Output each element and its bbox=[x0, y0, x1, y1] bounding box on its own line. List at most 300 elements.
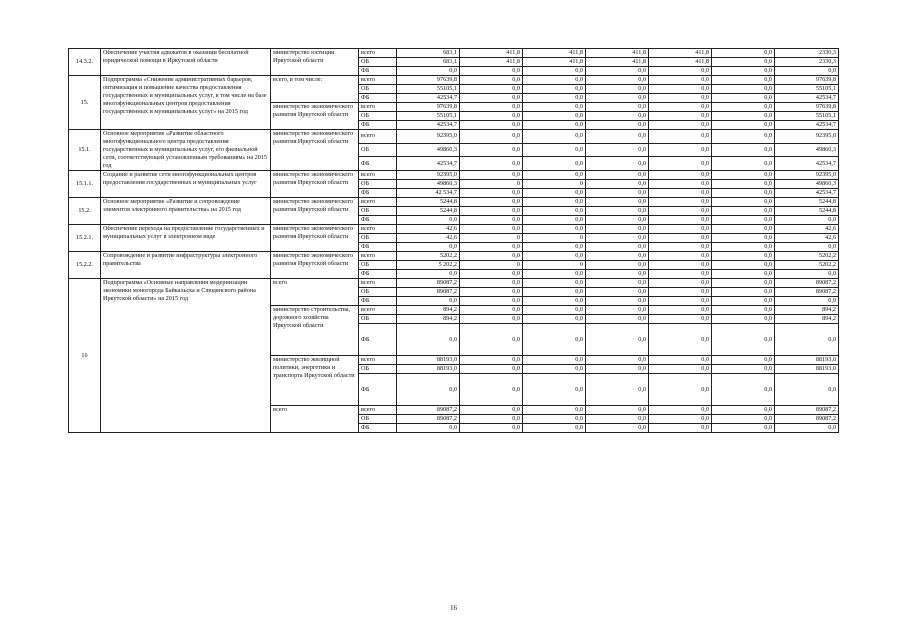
year-value: 0,0 bbox=[712, 252, 775, 261]
year-value: 0,0 bbox=[649, 356, 712, 365]
year-value: 0,0 bbox=[712, 288, 775, 297]
funding-source: ОБ bbox=[359, 261, 397, 270]
total-value: 0,0 bbox=[775, 216, 839, 225]
table-row bbox=[69, 171, 839, 180]
year-value: 0,0 bbox=[712, 49, 775, 58]
year-value: 0,0 bbox=[649, 234, 712, 243]
year-value: 5 202,2 bbox=[397, 261, 460, 270]
total-value: 5202,2 bbox=[775, 252, 839, 261]
year-value: 0,0 bbox=[712, 121, 775, 130]
year-value: 0,0 bbox=[649, 324, 712, 356]
year-value: 0,0 bbox=[460, 406, 523, 415]
year-value: 683,1 bbox=[397, 58, 460, 67]
total-value: 55105,1 bbox=[775, 112, 839, 121]
year-value: 0,0 bbox=[460, 67, 523, 76]
funding-source: ОБ bbox=[359, 234, 397, 243]
funding-source: всего bbox=[359, 49, 397, 58]
year-value: 0,0 bbox=[460, 130, 523, 144]
year-value: 0,0 bbox=[460, 94, 523, 103]
year-value: 0,0 bbox=[586, 171, 649, 180]
year-value: 0,0 bbox=[586, 121, 649, 130]
year-value: 0,0 bbox=[649, 306, 712, 315]
total-value: 89087,2 bbox=[775, 279, 839, 288]
activity-name: Подпрограмма «Снижение административных барьеров, оптимизация и повышение качества предоставления государственных и муниципальных услуг, в том числе на базе многофункциональных центров предоставления государственных и муниципальных услуг» на 2015 год bbox=[101, 76, 271, 130]
year-value: 0,0 bbox=[712, 324, 775, 356]
activity-name: Создание и развитие сети многофункциональных центров предоставления государственных и муниципальных услуг bbox=[101, 171, 271, 198]
year-value: 411,8 bbox=[649, 58, 712, 67]
year-value: 0,0 bbox=[649, 157, 712, 171]
year-value: 0,0 bbox=[460, 415, 523, 424]
funding-source: ОБ bbox=[359, 180, 397, 189]
year-value: 0 bbox=[460, 234, 523, 243]
year-value: 0,0 bbox=[649, 365, 712, 374]
year-value: 0,0 bbox=[523, 288, 586, 297]
year-value: 0,0 bbox=[586, 261, 649, 270]
funding-source: ФБ bbox=[359, 121, 397, 130]
total-value: 0,0 bbox=[775, 243, 839, 252]
funding-source: ОБ bbox=[359, 58, 397, 67]
activity-name: Основное мероприятие «Развитие областного многофункционального центра предоставления государственных и муниципальных услуг, его филиальной сети, соответствующей установленным требованиям» на 2015 год bbox=[101, 130, 271, 171]
total-value: 89087,2 bbox=[775, 288, 839, 297]
year-value: 0 bbox=[460, 180, 523, 189]
year-value: 0,0 bbox=[460, 85, 523, 94]
total-value: 894,2 bbox=[775, 315, 839, 324]
year-value: 0,0 bbox=[460, 121, 523, 130]
year-value: 0,0 bbox=[460, 288, 523, 297]
year-value: 0,0 bbox=[523, 112, 586, 121]
total-value: 5244,8 bbox=[775, 198, 839, 207]
year-value: 0,0 bbox=[523, 306, 586, 315]
year-value: 0,0 bbox=[460, 365, 523, 374]
year-value: 0,0 bbox=[460, 225, 523, 234]
executor: министерство юстиции Иркутской области bbox=[271, 49, 359, 76]
funding-source: ФБ bbox=[359, 67, 397, 76]
year-value: 0,0 bbox=[460, 171, 523, 180]
total-value: 2330,3 bbox=[775, 49, 839, 58]
year-value: 0,0 bbox=[397, 67, 460, 76]
year-value: 0 bbox=[523, 261, 586, 270]
funding-source: ОБ bbox=[359, 315, 397, 324]
year-value: 0,0 bbox=[397, 324, 460, 356]
year-value: 89087,2 bbox=[397, 415, 460, 424]
year-value: 0,0 bbox=[649, 94, 712, 103]
year-value: 55105,1 bbox=[397, 112, 460, 121]
year-value: 0,0 bbox=[712, 207, 775, 216]
year-value: 0,0 bbox=[712, 171, 775, 180]
year-value: 0,0 bbox=[460, 207, 523, 216]
year-value: 42 534,7 bbox=[397, 189, 460, 198]
year-value: 0,0 bbox=[523, 406, 586, 415]
year-value: 5244,8 bbox=[397, 198, 460, 207]
year-value: 0,0 bbox=[523, 157, 586, 171]
year-value: 89087,2 bbox=[397, 406, 460, 415]
year-value: 894,2 bbox=[397, 315, 460, 324]
funding-source: ОБ bbox=[359, 143, 397, 157]
funding-source: всего bbox=[359, 198, 397, 207]
year-value: 0,0 bbox=[460, 198, 523, 207]
year-value: 0,0 bbox=[460, 243, 523, 252]
row-code: 15.2.1. bbox=[69, 225, 101, 252]
executor: министерство экономического развития Иркутской области bbox=[271, 171, 359, 198]
year-value: 0,0 bbox=[712, 157, 775, 171]
year-value: 0,0 bbox=[586, 143, 649, 157]
year-value: 49860,3 bbox=[397, 143, 460, 157]
funding-source: ОБ bbox=[359, 415, 397, 424]
year-value: 0,0 bbox=[460, 315, 523, 324]
year-value: 0,0 bbox=[460, 270, 523, 279]
year-value: 0,0 bbox=[460, 157, 523, 171]
executor: министерство экономического развития Иркутской области bbox=[271, 225, 359, 252]
activity-name: Сопровождение и развитие инфраструктуры электронного правительства bbox=[101, 252, 271, 279]
year-value: 0,0 bbox=[397, 297, 460, 306]
year-value: 0,0 bbox=[460, 297, 523, 306]
year-value: 0,0 bbox=[649, 143, 712, 157]
year-value: 0,0 bbox=[586, 103, 649, 112]
year-value: 0,0 bbox=[712, 112, 775, 121]
year-value: 0,0 bbox=[586, 112, 649, 121]
year-value: 0,0 bbox=[397, 270, 460, 279]
total-value: 0,0 bbox=[775, 424, 839, 433]
year-value: 683,1 bbox=[397, 49, 460, 58]
funding-source: всего bbox=[359, 103, 397, 112]
year-value: 411,8 bbox=[586, 58, 649, 67]
activity-name: Обеспечение участия адвокатов в оказании бесплатной юридической помощи в Иркутской области bbox=[101, 49, 271, 76]
year-value: 0,0 bbox=[712, 76, 775, 85]
total-value: 0,0 bbox=[775, 67, 839, 76]
year-value: 0,0 bbox=[586, 157, 649, 171]
year-value: 0,0 bbox=[712, 306, 775, 315]
year-value: 0,0 bbox=[586, 216, 649, 225]
year-value: 0,0 bbox=[523, 225, 586, 234]
funding-source: ФБ bbox=[359, 374, 397, 406]
year-value: 0,0 bbox=[649, 112, 712, 121]
year-value: 0,0 bbox=[523, 365, 586, 374]
row-code: 15.1. bbox=[69, 130, 101, 171]
total-value: 2330,3 bbox=[775, 58, 839, 67]
year-value: 0,0 bbox=[649, 130, 712, 144]
year-value: 0,0 bbox=[649, 252, 712, 261]
year-value: 0,0 bbox=[523, 67, 586, 76]
year-value: 0,0 bbox=[649, 243, 712, 252]
activity-name: Основное мероприятие «Развитие и сопровождение элементов электронного правительства» на 2015 год bbox=[101, 198, 271, 225]
year-value: 0,0 bbox=[586, 180, 649, 189]
year-value: 0,0 bbox=[586, 356, 649, 365]
total-value: 0,0 bbox=[775, 374, 839, 406]
year-value: 0,0 bbox=[649, 261, 712, 270]
funding-source: ФБ bbox=[359, 424, 397, 433]
year-value: 0,0 bbox=[523, 143, 586, 157]
year-value: 42,6 bbox=[397, 234, 460, 243]
executor: министерство строительства, дорожного хозяйства Иркутской области bbox=[271, 306, 359, 356]
year-value: 88193,0 bbox=[397, 365, 460, 374]
year-value: 42534,7 bbox=[397, 121, 460, 130]
year-value: 0,0 bbox=[523, 121, 586, 130]
year-value: 0,0 bbox=[523, 189, 586, 198]
year-value: 0,0 bbox=[649, 121, 712, 130]
year-value: 0,0 bbox=[712, 243, 775, 252]
table-row bbox=[69, 279, 839, 288]
year-value: 0,0 bbox=[712, 216, 775, 225]
year-value: 0,0 bbox=[586, 225, 649, 234]
year-value: 0,0 bbox=[523, 297, 586, 306]
year-value: 0,0 bbox=[586, 270, 649, 279]
funding-source: всего bbox=[359, 406, 397, 415]
year-value: 0,0 bbox=[649, 270, 712, 279]
executor: министерство экономического развития Иркутской области bbox=[271, 130, 359, 171]
year-value: 92395,0 bbox=[397, 171, 460, 180]
year-value: 0,0 bbox=[712, 198, 775, 207]
year-value: 0,0 bbox=[586, 207, 649, 216]
year-value: 0,0 bbox=[712, 94, 775, 103]
year-value: 0,0 bbox=[649, 207, 712, 216]
row-code: 14.3.2. bbox=[69, 49, 101, 76]
year-value: 0,0 bbox=[586, 324, 649, 356]
year-value: 0,0 bbox=[712, 85, 775, 94]
year-value: 411,8 bbox=[460, 49, 523, 58]
year-value: 0,0 bbox=[712, 356, 775, 365]
year-value: 0,0 bbox=[712, 189, 775, 198]
year-value: 0,0 bbox=[460, 252, 523, 261]
total-value: 49860,3 bbox=[775, 143, 839, 157]
total-value: 89087,2 bbox=[775, 406, 839, 415]
year-value: 0,0 bbox=[712, 225, 775, 234]
year-value: 0,0 bbox=[460, 356, 523, 365]
page-number: 16 bbox=[450, 604, 457, 612]
year-value: 0 bbox=[523, 180, 586, 189]
total-value: 88193,0 bbox=[775, 365, 839, 374]
executor: министерство экономического развития Иркутской области bbox=[271, 252, 359, 279]
year-value: 0,0 bbox=[523, 270, 586, 279]
year-value: 55105,1 bbox=[397, 85, 460, 94]
year-value: 5244,8 bbox=[397, 207, 460, 216]
funding-source: всего bbox=[359, 252, 397, 261]
table-row bbox=[69, 225, 839, 234]
year-value: 88193,0 bbox=[397, 356, 460, 365]
table-row bbox=[69, 130, 839, 144]
total-value: 97639,8 bbox=[775, 103, 839, 112]
year-value: 411,8 bbox=[586, 49, 649, 58]
total-value: 89087,2 bbox=[775, 415, 839, 424]
year-value: 42534,7 bbox=[397, 157, 460, 171]
row-code: 15.1.1. bbox=[69, 171, 101, 198]
year-value: 0,0 bbox=[712, 374, 775, 406]
year-value: 0,0 bbox=[712, 261, 775, 270]
funding-source: ФБ bbox=[359, 243, 397, 252]
year-value: 0,0 bbox=[712, 130, 775, 144]
year-value: 0,0 bbox=[586, 76, 649, 85]
funding-source: всего bbox=[359, 130, 397, 144]
funding-source: всего bbox=[359, 279, 397, 288]
year-value: 42534,7 bbox=[397, 94, 460, 103]
year-value: 0,0 bbox=[397, 374, 460, 406]
year-value: 0,0 bbox=[586, 406, 649, 415]
funding-source: всего bbox=[359, 225, 397, 234]
row-code: 15.2.2. bbox=[69, 252, 101, 279]
year-value: 0,0 bbox=[586, 252, 649, 261]
year-value: 0,0 bbox=[523, 415, 586, 424]
year-value: 411,8 bbox=[523, 58, 586, 67]
year-value: 0,0 bbox=[523, 374, 586, 406]
year-value: 0,0 bbox=[649, 225, 712, 234]
year-value: 0,0 bbox=[397, 424, 460, 433]
year-value: 0,0 bbox=[586, 288, 649, 297]
year-value: 0,0 bbox=[712, 406, 775, 415]
year-value: 0,0 bbox=[649, 374, 712, 406]
year-value: 0,0 bbox=[586, 306, 649, 315]
year-value: 0,0 bbox=[649, 415, 712, 424]
table-row bbox=[69, 252, 839, 261]
year-value: 0 bbox=[460, 261, 523, 270]
table-row bbox=[69, 76, 839, 85]
year-value: 0,0 bbox=[523, 424, 586, 433]
year-value: 0,0 bbox=[586, 130, 649, 144]
total-value: 55105,1 bbox=[775, 85, 839, 94]
total-value: 42534,7 bbox=[775, 157, 839, 171]
funding-source: всего bbox=[359, 76, 397, 85]
year-value: 0,0 bbox=[649, 315, 712, 324]
total-value: 42534,7 bbox=[775, 94, 839, 103]
year-value: 0,0 bbox=[460, 374, 523, 406]
funding-source: ОБ bbox=[359, 85, 397, 94]
total-value: 0,0 bbox=[775, 324, 839, 356]
year-value: 42,6 bbox=[397, 225, 460, 234]
year-value: 0,0 bbox=[712, 103, 775, 112]
funding-source: ОБ bbox=[359, 207, 397, 216]
year-value: 0,0 bbox=[586, 315, 649, 324]
year-value: 0,0 bbox=[649, 406, 712, 415]
year-value: 89087,2 bbox=[397, 279, 460, 288]
table-row bbox=[69, 49, 839, 58]
year-value: 0,0 bbox=[712, 365, 775, 374]
row-code: 15. bbox=[69, 76, 101, 130]
year-value: 0,0 bbox=[712, 270, 775, 279]
year-value: 89087,2 bbox=[397, 288, 460, 297]
year-value: 0,0 bbox=[460, 76, 523, 85]
executor: министерство жилищной политики, энергетики и транспорта Иркутской области bbox=[271, 356, 359, 406]
year-value: 0,0 bbox=[649, 171, 712, 180]
year-value: 0,0 bbox=[460, 189, 523, 198]
year-value: 0,0 bbox=[649, 279, 712, 288]
funding-source: ФБ bbox=[359, 94, 397, 103]
year-value: 0,0 bbox=[460, 103, 523, 112]
total-value: 42,6 bbox=[775, 234, 839, 243]
year-value: 0,0 bbox=[649, 76, 712, 85]
funding-source: ФБ bbox=[359, 297, 397, 306]
funding-source: ФБ bbox=[359, 270, 397, 279]
year-value: 0,0 bbox=[649, 180, 712, 189]
year-value: 0,0 bbox=[460, 279, 523, 288]
year-value: 0,0 bbox=[586, 85, 649, 94]
year-value: 0,0 bbox=[586, 297, 649, 306]
executor: министерство экономического развития Иркутской области bbox=[271, 103, 359, 130]
funding-source: ОБ bbox=[359, 112, 397, 121]
year-value: 0,0 bbox=[712, 67, 775, 76]
year-value: 0,0 bbox=[712, 415, 775, 424]
total-value: 92395,0 bbox=[775, 130, 839, 144]
year-value: 0,0 bbox=[523, 252, 586, 261]
year-value: 0,0 bbox=[523, 76, 586, 85]
table-row bbox=[69, 198, 839, 207]
year-value: 0 bbox=[523, 234, 586, 243]
year-value: 0,0 bbox=[649, 198, 712, 207]
row-code: 15.2. bbox=[69, 198, 101, 225]
executor: всего bbox=[271, 279, 359, 306]
year-value: 0,0 bbox=[397, 216, 460, 225]
year-value: 92395,0 bbox=[397, 130, 460, 144]
year-value: 0,0 bbox=[523, 279, 586, 288]
total-value: 894,2 bbox=[775, 306, 839, 315]
year-value: 0,0 bbox=[523, 198, 586, 207]
year-value: 0,0 bbox=[523, 315, 586, 324]
year-value: 894,2 bbox=[397, 306, 460, 315]
year-value: 97639,8 bbox=[397, 76, 460, 85]
year-value: 0,0 bbox=[586, 67, 649, 76]
year-value: 411,8 bbox=[649, 49, 712, 58]
year-value: 0,0 bbox=[523, 324, 586, 356]
year-value: 0,0 bbox=[586, 424, 649, 433]
year-value: 0,0 bbox=[460, 143, 523, 157]
row-code: 16 bbox=[69, 279, 101, 433]
year-value: 0,0 bbox=[397, 243, 460, 252]
year-value: 411,8 bbox=[460, 58, 523, 67]
year-value: 0,0 bbox=[523, 85, 586, 94]
year-value: 0,0 bbox=[649, 103, 712, 112]
year-value: 0,0 bbox=[586, 415, 649, 424]
year-value: 0,0 bbox=[649, 297, 712, 306]
year-value: 0,0 bbox=[712, 180, 775, 189]
executor: всего bbox=[271, 406, 359, 433]
funding-source: ОБ bbox=[359, 365, 397, 374]
year-value: 0,0 bbox=[523, 356, 586, 365]
year-value: 0,0 bbox=[586, 189, 649, 198]
year-value: 5202,2 bbox=[397, 252, 460, 261]
year-value: 0,0 bbox=[649, 288, 712, 297]
executor: всего, в том числе: bbox=[271, 76, 359, 103]
year-value: 0,0 bbox=[523, 207, 586, 216]
year-value: 411,8 bbox=[523, 49, 586, 58]
year-value: 0,0 bbox=[460, 216, 523, 225]
total-value: 0,0 bbox=[775, 297, 839, 306]
year-value: 0,0 bbox=[586, 374, 649, 406]
funding-source: ОБ bbox=[359, 288, 397, 297]
year-value: 0,0 bbox=[523, 130, 586, 144]
year-value: 0,0 bbox=[460, 112, 523, 121]
year-value: 0,0 bbox=[523, 103, 586, 112]
funding-source: ФБ bbox=[359, 157, 397, 171]
year-value: 0,0 bbox=[523, 216, 586, 225]
year-value: 0,0 bbox=[523, 171, 586, 180]
year-value: 0,0 bbox=[460, 424, 523, 433]
year-value: 0,0 bbox=[712, 143, 775, 157]
year-value: 0,0 bbox=[586, 198, 649, 207]
year-value: 0,0 bbox=[649, 85, 712, 94]
funding-source: всего bbox=[359, 171, 397, 180]
executor: министерство экономического развития Иркутской области bbox=[271, 198, 359, 225]
total-value: 88193,0 bbox=[775, 356, 839, 365]
year-value: 0,0 bbox=[649, 424, 712, 433]
funding-source: всего bbox=[359, 306, 397, 315]
total-value: 5202,2 bbox=[775, 261, 839, 270]
total-value: 92395,0 bbox=[775, 171, 839, 180]
funding-source: ФБ bbox=[359, 189, 397, 198]
year-value: 0,0 bbox=[460, 306, 523, 315]
activity-name: Обеспечение перехода на предоставление государственных и муниципальных услуг в электронном виде bbox=[101, 225, 271, 252]
year-value: 0,0 bbox=[523, 243, 586, 252]
total-value: 5244,8 bbox=[775, 207, 839, 216]
year-value: 0,0 bbox=[649, 67, 712, 76]
year-value: 0,0 bbox=[586, 279, 649, 288]
year-value: 0,0 bbox=[712, 424, 775, 433]
